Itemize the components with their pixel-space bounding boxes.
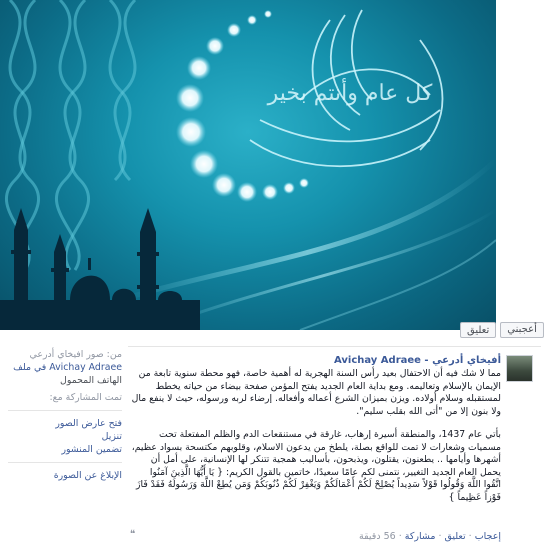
share-link[interactable]: مشاركة [404, 531, 436, 542]
album-line[interactable]: الهاتف المحمول [60, 375, 122, 386]
separator: · [395, 531, 405, 542]
post-footer [359, 531, 501, 542]
divider [8, 462, 122, 463]
embed-post-link[interactable]: تضمين المنشور [61, 444, 122, 455]
post-body [131, 368, 501, 515]
report-photo-link[interactable]: الإبلاغ عن الصورة [53, 470, 122, 481]
from-label[interactable]: من: صور افيخاي أدرعي [29, 349, 122, 360]
photo-action-bar [460, 322, 544, 338]
divider [8, 410, 122, 411]
separator: · [465, 531, 475, 542]
post-paragraph: مما لا شك فيه أن الاحتفال بعيد رأس السنة الهجرية له أهمية خاصة، فهو محطة سنوية تابعة من الإيمان بالإسلام وتعاليمه. ومع بداية العام الجديد يفتح المؤمن صفحة بيضاء من حياته يخطط لمستقبله وسلام أولاده. ويزن بميزان الشرع أعماله وأفعاله. إرضاء لربه ورسوله، حيث لا ينفع مال ولا بنون إلا من "أتى الله بقلب سليم". [131, 368, 501, 417]
calligraphy-text: كل عام وأنتم بخير [267, 81, 433, 106]
photo-info-column [0, 348, 122, 482]
crescent-orbs [176, 10, 309, 202]
comment-button[interactable]: تعليق [460, 322, 496, 338]
owner-line[interactable]: Avichay Adraee في ملف [13, 362, 122, 373]
like-button[interactable] [500, 322, 544, 338]
post-author[interactable]: أفيخاي أدرعي - Avichay Adraee [333, 355, 501, 366]
like-link[interactable]: إعجاب [474, 531, 501, 542]
post-paragraph: بأتي عام 1437، والمنطقة أسيرة إرهاب، غارقة في مستنقعات الدم والظلم المفتعلة تحت مسميات وشعارات لا تمت للواقع بصلة، يلطخ من يدعون الاسلام، وقلوبهم مكتسحة بسواد عظيم، أشهرها وأيامها .. يطعنون، يقتلون، ويذبحون، بأساليب همجية تتنكر لها الإنسانية، على أمل أن يحمل العام الجديد التغيير، نتمنى لكم عامًا سعيدًا، خاتمين بالقول الكريم: { يَا أَيُّهَا الَّذِينَ آمَنُوا اتَّقُوا اللَّهَ وَقُولُوا قَوْلاً سَدِيداً يُصْلِحْ لَكُمْ أَعْمَالَكُمْ وَيَغْفِرْ لَكُمْ ذُنُوبَكُمْ وَمَن يُطِعْ اللَّهَ وَرَسُولَهُ فَقَدْ فَازَ فَوْزاً عَظِيماً } [131, 429, 501, 503]
like-label: أعجبني [507, 324, 537, 335]
open-photo-viewer-link[interactable]: فتح عارض الصور [55, 418, 122, 429]
shared-with-label: تمت المشاركة مع: [49, 392, 122, 403]
photo-margin [496, 0, 550, 330]
quote-icon[interactable]: ❝ [130, 529, 136, 540]
post [128, 346, 541, 547]
avatar[interactable] [506, 355, 533, 382]
download-link[interactable]: تنزيل [101, 431, 122, 442]
timestamp[interactable]: 56 دقيقة [359, 531, 396, 542]
separator: · [435, 531, 445, 542]
comment-link[interactable]: تعليق [444, 531, 466, 542]
mosque-silhouette [0, 208, 200, 330]
